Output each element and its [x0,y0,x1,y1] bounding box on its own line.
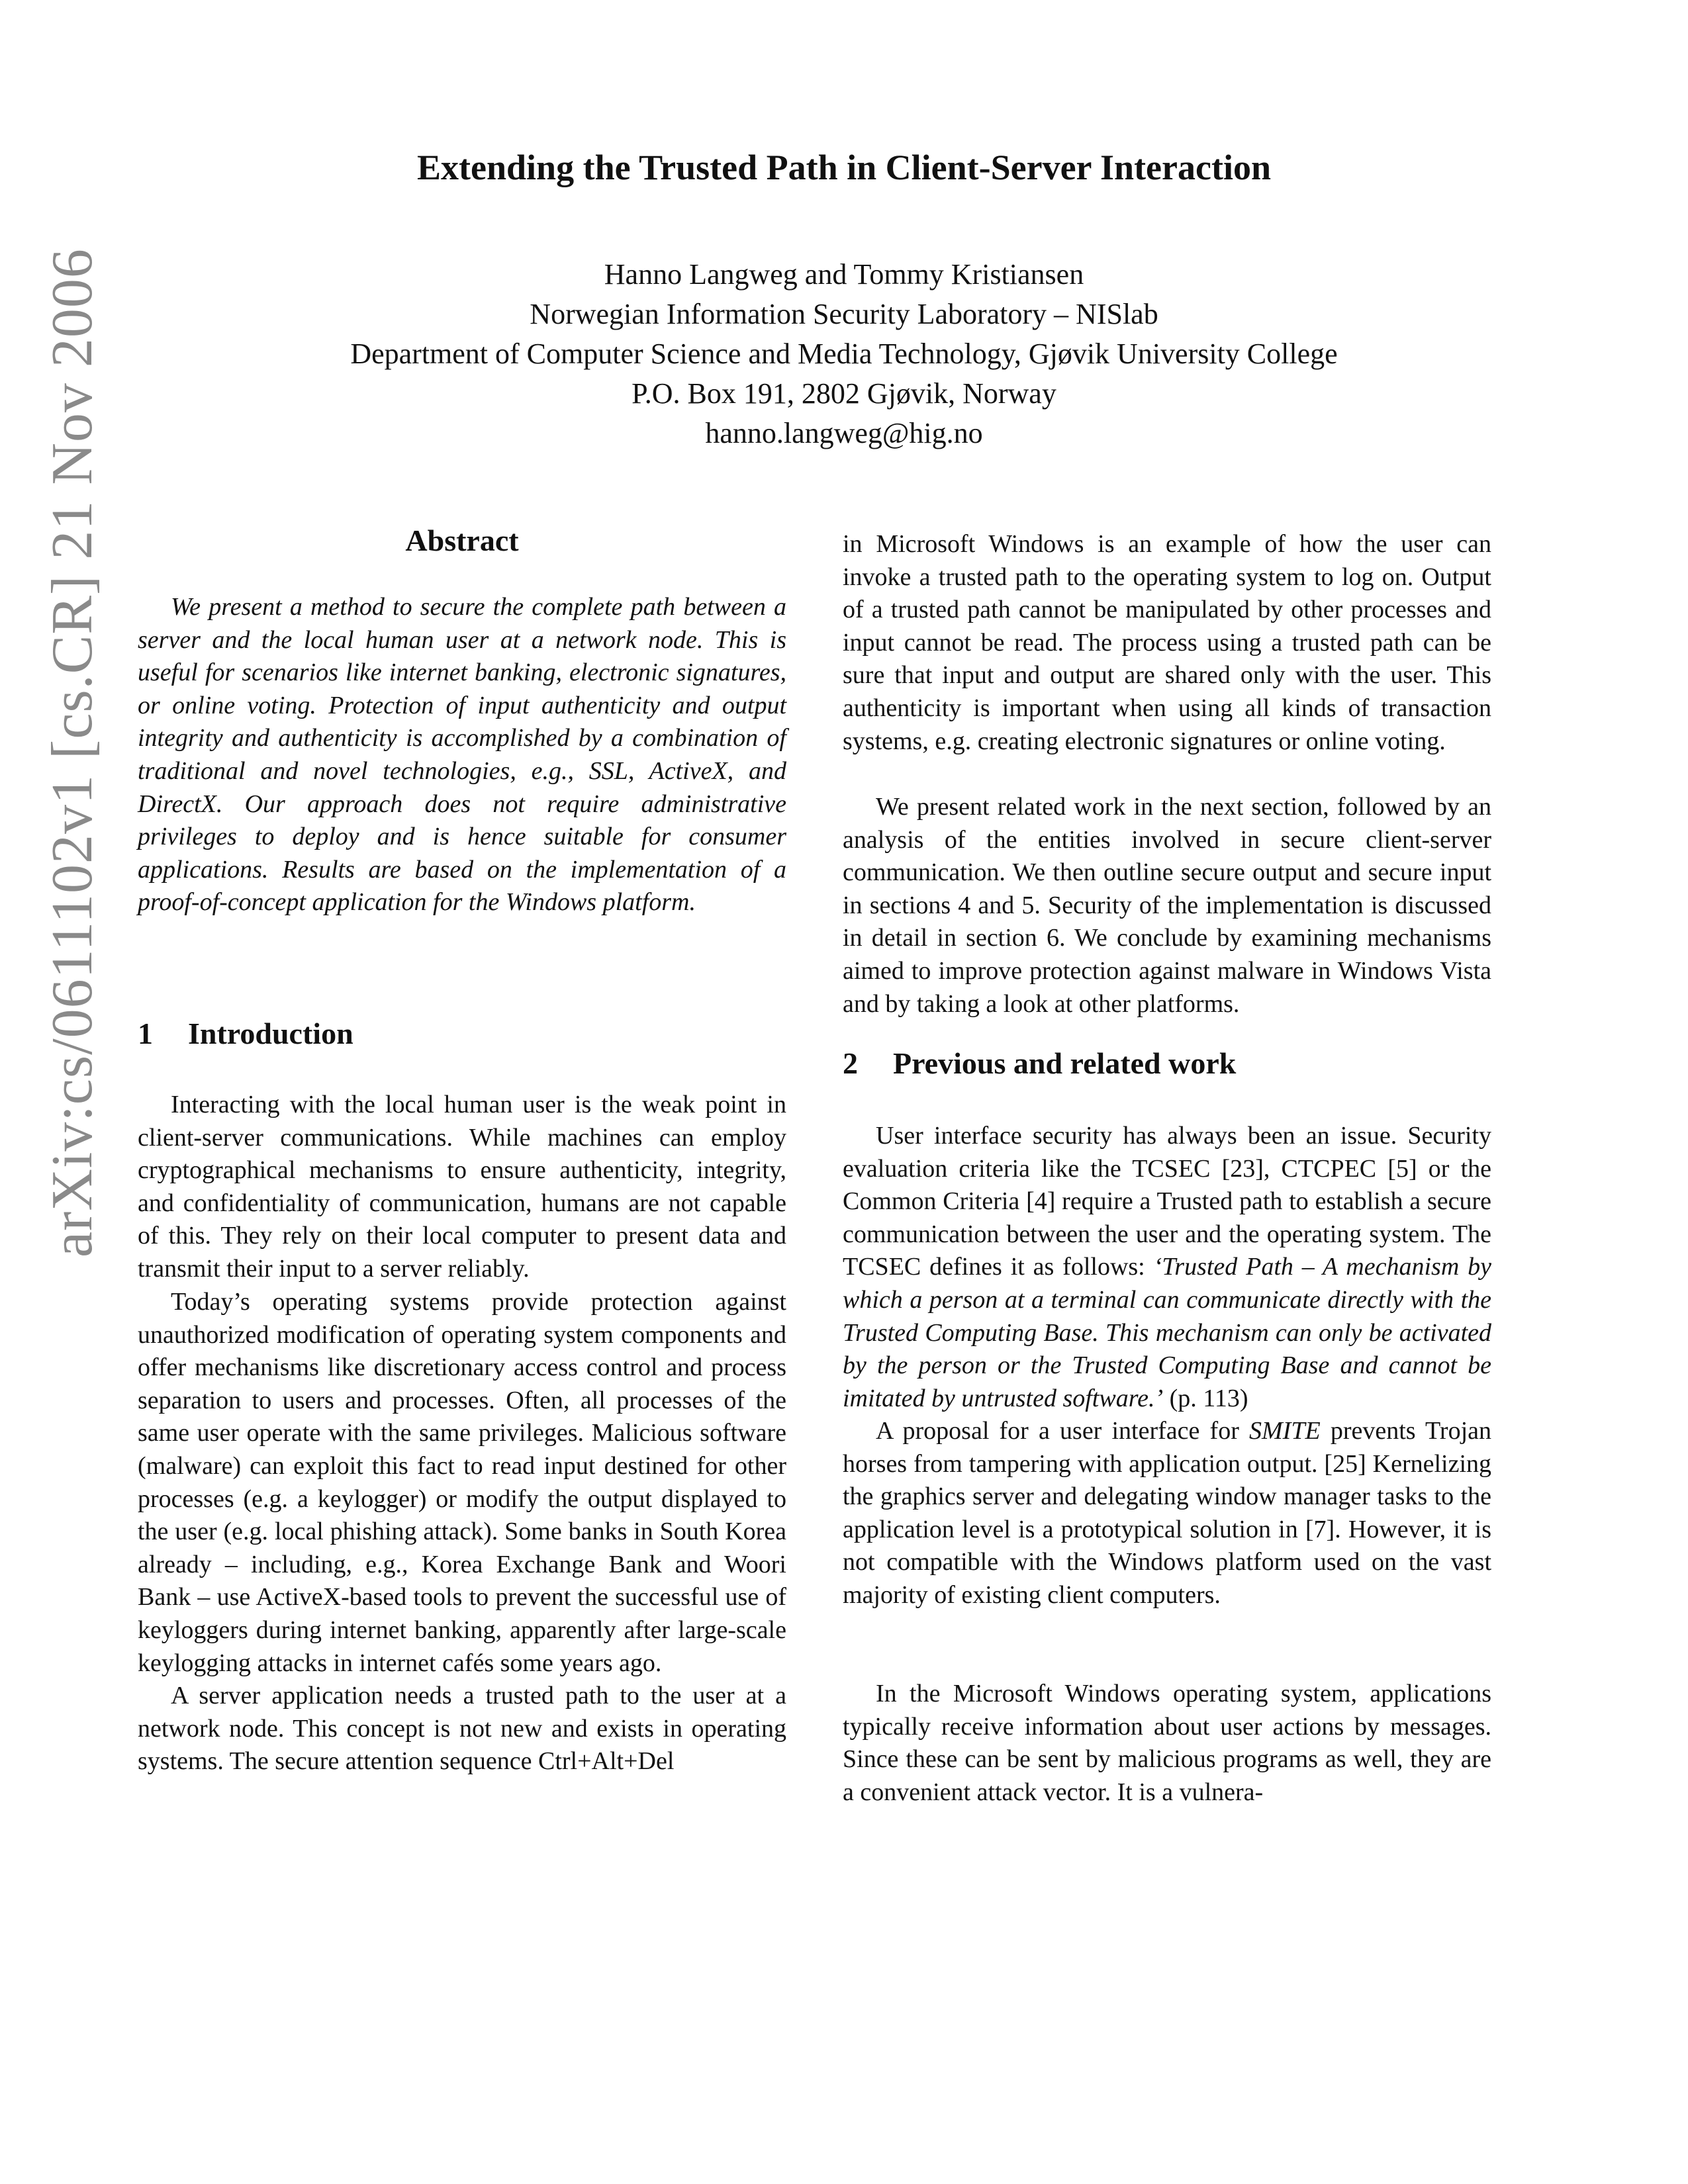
intro-paragraph-3-continued: in Microsoft Windows is an example of how the user can invoke a trusted path to the operating system to log on. Output of a trusted path cannot be manipulated by other processes and input cannot be read. The process using a trusted path can be sure that input and output are shared only with the user. This authenticity is important when using all kinds of transaction systems, e.g. creating electronic signatures or online voting. [843,530,1491,755]
abstract-text: We present a method to secure the complete path between a server and the local human user at a network node. This is useful for scenarios like internet banking, electronic signatures, or online voting. Protection of input authenticity and output integrity and authenticity is accomplished by a combination of traditional and novel technologies, e.g., SSL, ActiveX, and DirectX. Our approach does not require administrative privileges to deploy and is hence suitable for consumer applications. Results are based on the implementation of a proof-of-concept application for the Windows platform. [138,593,786,917]
section-number: 2 [843,1046,858,1080]
author-names: Hanno Langweg and Tommy Kristiansen [604,258,1084,291]
paper-title: Extending the Trusted Path in Client-Server Interaction [417,148,1271,187]
arxiv-stamp: arXiv:cs/0611102v1 [cs.CR] 21 Nov 2006 [40,248,105,1257]
section-2-heading [843,1046,1236,1081]
smite-term: SMITE [1249,1417,1321,1445]
author-email: hanno.langweg@hig.no [705,417,983,449]
intro-paragraph-2: Today’s operating systems provide protection against unauthorized modification of operating system components and offer mechanisms like discretionary access control and process separation to users and processes. Often, all processes of the same user operate with the same privileges. Malicious software (malware) can exploit this fact to read input destined for other processes (e.g. a keylogger) or modify the output displayed to the user (e.g. local phishing attack). Some banks in South Korea already – including, e.g., Korea Exchange Bank and Woori Bank – use ActiveX-based tools to prevent the successful use of keyloggers during internet banking, apparently after large-scale keylogging attacks in internet cafés some years ago. [138,1288,786,1677]
section-number: 1 [138,1017,153,1050]
author-address: P.O. Box 191, 2802 Gjøvik, Norway [632,377,1056,410]
section-1-heading [138,1016,353,1051]
related-p2-start: A proposal for a user interface for [876,1417,1250,1445]
author-block [0,255,1688,453]
tcsec-quote: ‘Trusted Path – A mechanism by which a person at a terminal can communicate directly with the Trusted Computing Base. This mechanism can only be activated by the person or the Trusted Computing Base and cannot be imitated by untrusted software.’ [843,1253,1491,1412]
intro-paragraph-3: A server application needs a trusted path to the user at a network node. This concept is not new and exists in operating systems. The secure attention sequence Ctrl+Alt+Del [138,1682,786,1776]
related-paragraph-2 [843,1415,1491,1612]
author-department: Department of Computer Science and Media Technology, Gjøvik University College [350,338,1338,370]
related-p1-end: (p. 113) [1163,1384,1248,1412]
related-p1-start: User interface security has always been an issue. Security evaluation criteria like the TCSEC [23], CTCPEC [5] or the Common Criteria [4] require a Trusted path to establish a secure communication between the user and the operating system. The TCSEC defines it as follows: [843,1122,1491,1281]
related-paragraph-1 [843,1120,1491,1415]
intro-paragraph-4: We present related work in the next section, followed by an analysis of the entities involved in secure client-server communication. We then outline secure output and secure input in sections 4 and 5. Security of the implementation is discussed in detail in section 6. We conclude by examining mechanisms aimed to improve protection against malware in Windows Vista and by taking a look at other platforms. [843,793,1491,1018]
section-title: Introduction [188,1017,353,1050]
related-paragraph-3: In the Microsoft Windows operating system, applications typically receive information about user actions by messages. Since these can be sent by malicious programs as well, they are a convenient attack vector. It is a vulnera- [843,1680,1491,1806]
related-p2-end: prevents Trojan horses from tampering with application output. [25] Kernelizing the graphics server and delegating window manager tasks to the application level is a prototypical solution in [7]. However, it is not compatible with the Windows platform used on the vast majority of existing client computers. [843,1417,1491,1609]
section-title: Previous and related work [893,1046,1237,1080]
abstract-heading: Abstract [405,523,519,557]
author-lab: Norwegian Information Security Laboratory – NISlab [530,298,1158,330]
intro-paragraph-1: Interacting with the local human user is the weak point in client-server communications. While machines can employ cryptographical mechanisms to ensure authenticity, integrity, and confidentiality of communication, humans are not capable of this. They rely on their local computer to present data and transmit their input to a server reliably. [138,1091,786,1283]
